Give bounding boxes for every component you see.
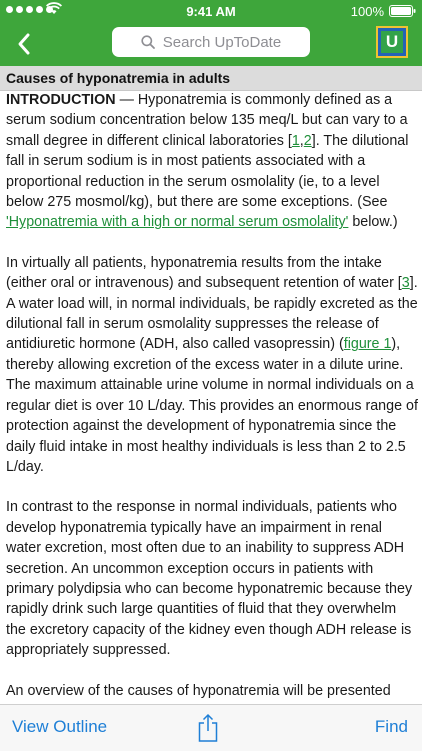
article-paragraph: In virtually all patients, hyponatremia results from the intake (either oral or intravenous) and subsequent retention of water [3]. A water load will, in normal individuals, be rapidly excreted as the dilutional fall in serum osmolality suppresses the release of antidiuretic hormone (ADH, also called vasopressin) (figure 1), thereby allowing excretion of the excess water in a dilute urine. The maximum attainable urine volume in normal individuals on a regular diet is over 10 L/day. This provides an enormous range of protection against the development of hyponatremia since the daily fluid intake in most healthy individuals is less than 2 to 2.5 L/day. <box>6 254 418 475</box>
app-header <box>0 0 422 66</box>
article-paragraph: INTRODUCTION — Hyponatremia is commonly defined as a serum sodium concentration below 135 meq/L but can vary to a small degree in different clinical laboratories [1,2]. The dilutional fall in serum sodium is in most patients associated with a proportional reduction in the serum osmolality (ie, to a level below 275 mosmol/kg), but there are some exceptions. (See 'Hyponatremia with a high or normal serum osmolality' below.) <box>6 92 409 231</box>
status-bar <box>0 0 422 22</box>
find-button[interactable]: Find <box>374 717 408 736</box>
back-button[interactable] <box>6 26 42 62</box>
search-icon <box>141 35 155 49</box>
navigation-bar <box>0 22 422 66</box>
battery-icon <box>389 5 416 17</box>
status-time: 9:41 AM <box>186 4 236 19</box>
figure-link[interactable]: figure 1 <box>343 336 392 353</box>
article-body <box>6 90 418 704</box>
section-heading: INTRODUCTION <box>6 92 116 108</box>
logo-letter: U <box>381 31 403 53</box>
reference-link[interactable]: 1 <box>291 132 300 149</box>
view-outline-button[interactable]: View Outline <box>12 717 108 736</box>
bottom-toolbar <box>0 704 422 751</box>
article-paragraph: An overview of the causes of hyponatremia will be presented <box>6 681 418 722</box>
section-link[interactable]: 'Hyponatremia with a high or normal serum osmolality' <box>6 214 349 231</box>
battery-percentage: 100% <box>350 4 384 19</box>
search-placeholder: Search UpToDate <box>162 33 282 51</box>
article-paragraph: In contrast to the response in normal individuals, patients who develop hyponatremia typically have an impairment in renal water excretion, most often due to an inability to suppress ADH secretion. An uncommon exception occurs in patients with primary polydipsia who can become hyponatremic because they rapidly drink such large quantities of fluid that they overwhelm the excretory capacity of the kidney even though ADH release is appropriately suppressed. <box>6 499 413 659</box>
reference-link[interactable]: 3 <box>401 275 410 292</box>
topic-title-bar <box>0 66 422 91</box>
uptodate-logo[interactable] <box>376 26 408 58</box>
page-title: Causes of hyponatremia in adults <box>6 70 231 86</box>
reference-link[interactable]: 2 <box>303 132 312 149</box>
search-input[interactable] <box>112 27 310 57</box>
share-button[interactable] <box>197 713 223 743</box>
share-icon <box>197 713 219 743</box>
chevron-left-icon <box>17 33 31 55</box>
